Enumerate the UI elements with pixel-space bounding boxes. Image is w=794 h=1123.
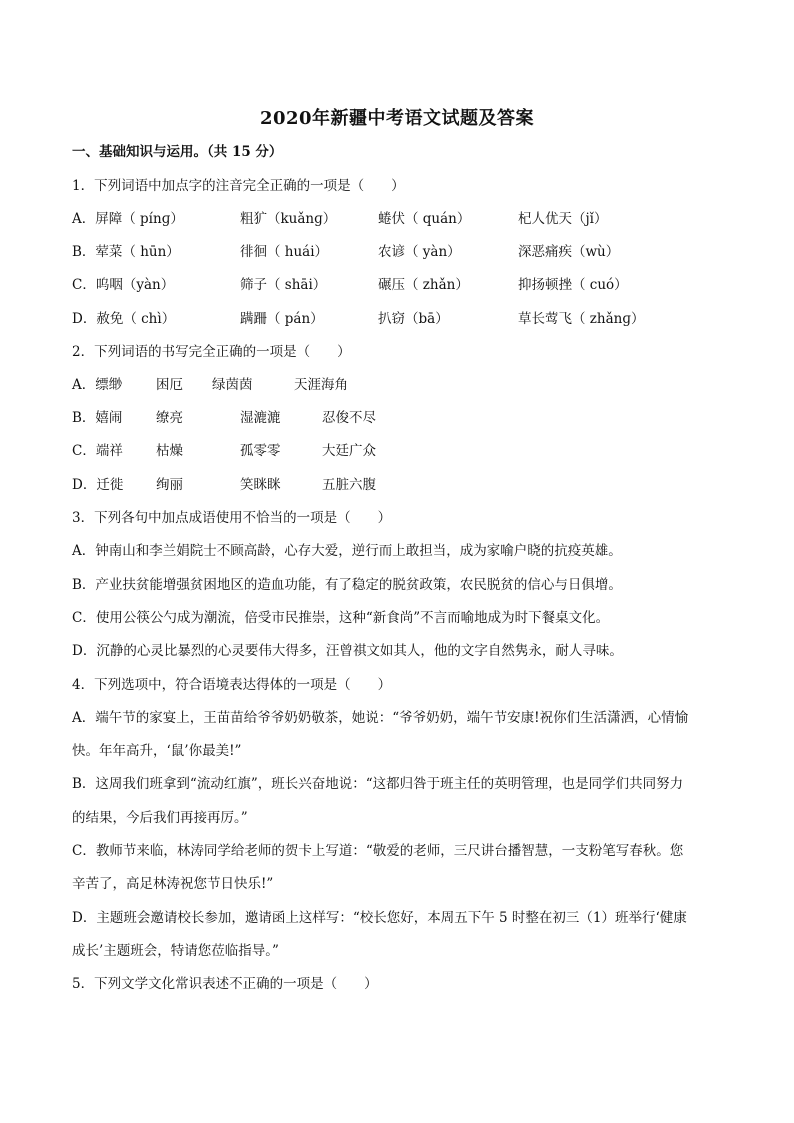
q1-d-2: 蹒跚（ pán）: [240, 311, 324, 327]
q1-c-1: C．呜咽（yàn）: [72, 277, 175, 293]
q3-option-d: D．沉静的心灵比暴烈的心灵要伟大得多，汪曾祺文如其人，他的文字自然隽永，耐人寻味。: [72, 643, 623, 659]
q3-option-c: C．使用公筷公勺成为潮流，倍受市民推崇，这种“新食尚”不言而喻地成为时下餐桌文化。: [72, 610, 610, 626]
q3-option-a: A．钟南山和李兰娟院士不顾高龄，心存大爱，逆行而上敢担当，成为家喻户晓的抗疫英雄。: [72, 543, 622, 559]
q4-line-7: D．主题班会邀请校长参加，邀请函上这样写：“校长您好，本周五下午 5 时整在初三（1）班举行‘健康: [72, 910, 687, 926]
q1-a-2: 粗犷（kuǎnɡ）: [240, 211, 337, 227]
question-1-stem: 1．下列词语中加点字的注音完全正确的一项是（ ）: [72, 178, 405, 194]
q2-c-3: 孤零零: [240, 443, 281, 459]
q1-c-2: 筛子（ shāi）: [240, 277, 327, 293]
q2-b-4: 忍俊不尽: [322, 410, 376, 426]
q1-c-3: 碾压（ zhǎn）: [378, 277, 469, 293]
q1-d-4: 草长莺飞（ zhǎnɡ）: [518, 311, 645, 327]
q2-c-4: 大廷广众: [322, 443, 376, 459]
q1-a-3: 蜷伏（ quán）: [378, 211, 471, 227]
question-5-stem: 5．下列文学文化常识表述不正确的一项是（ ）: [72, 976, 378, 992]
q2-a-3: 绿茵茵: [212, 377, 253, 393]
q4-line-5: C．教师节来临，林涛同学给老师的贺卡上写道：“敬爱的老师，三尺讲台播智慧，一支粉笔写春秋。您: [72, 843, 684, 859]
q1-b-1: B．荤菜（ hūn）: [72, 244, 180, 260]
section-heading: 一、基础知识与运用。（共 15 分）: [72, 144, 283, 160]
question-2-stem: 2．下列词语的书写完全正确的一项是（ ）: [72, 344, 351, 360]
q2-a-1: A．缥缈: [72, 377, 123, 393]
q1-d-1: D．赦免（ chì）: [72, 311, 176, 327]
question-4-stem: 4．下列选项中，符合语境表达得体的一项是（ ）: [72, 677, 392, 693]
q4-line-8: 成长’主题班会，特请您莅临指导。”: [72, 943, 279, 959]
page-title: 2020年新疆中考语文试题及答案: [259, 108, 535, 129]
q2-d-1: D．迁徙: [72, 477, 124, 493]
q1-a-1: A．屏障（ pínɡ）: [72, 211, 184, 227]
q2-a-4: 天涯海角: [294, 377, 348, 393]
q4-line-2: 快。年年高升，‘鼠’你最美!”: [72, 743, 242, 759]
q1-c-4: 抑扬顿挫（ cuó）: [518, 277, 628, 293]
q2-b-3: 湿漉漉: [240, 410, 281, 426]
q2-a-2: 困厄: [156, 377, 183, 393]
q1-b-2: 徘徊（ huái）: [240, 244, 329, 260]
q2-c-1: C．端祥: [72, 443, 123, 459]
q4-line-1: A．端午节的家宴上，王苗苗给爷爷奶奶敬茶，她说：“爷爷奶奶，端午节安康!祝你们生活潇洒，心情愉: [72, 710, 689, 726]
q1-d-3: 扒窃（bā）: [378, 311, 449, 327]
q4-line-4: 的结果，今后我们再接再厉。”: [72, 810, 248, 826]
question-3-stem: 3．下列各句中加点成语使用不恰当的一项是（ ）: [72, 510, 392, 526]
q1-a-4: 杞人优天（jǐ）: [518, 211, 608, 227]
q2-c-2: 枯燥: [156, 443, 183, 459]
q3-option-b: B．产业扶贫能增强贫困地区的造血功能，有了稳定的脱贫政策，农民脱贫的信心与日俱增。: [72, 577, 622, 593]
q4-line-3: B．这周我们班拿到“流动红旗”，班长兴奋地说：“这都归咎于班主任的英明管理，也是同学们共同努力: [72, 776, 684, 792]
q2-b-2: 缭亮: [156, 410, 183, 426]
q2-d-4: 五脏六腹: [322, 477, 376, 493]
q2-d-3: 笑眯眯: [240, 477, 281, 493]
q1-b-4: 深恶痛疾（wù）: [518, 244, 620, 260]
q2-d-2: 绚丽: [156, 477, 183, 493]
q2-b-1: B．嬉闹: [72, 410, 123, 426]
q4-line-6: 辛苦了，高足林涛祝您节日快乐!”: [72, 876, 274, 892]
q1-b-3: 农谚（ yàn）: [378, 244, 461, 260]
